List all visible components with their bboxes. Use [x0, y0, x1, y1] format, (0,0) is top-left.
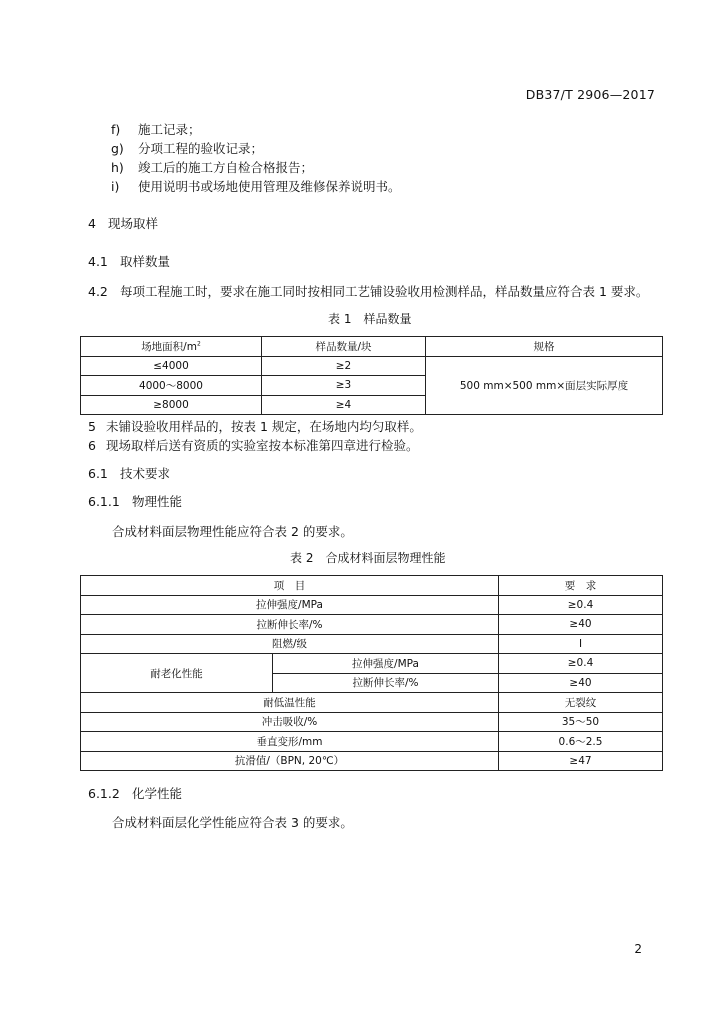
table-row — [81, 712, 663, 732]
table-row — [81, 634, 663, 654]
table-cell: ≥4 — [262, 395, 426, 415]
list-item — [111, 158, 313, 176]
table-cell: 耐低温性能 — [81, 693, 499, 713]
table-row — [81, 356, 663, 376]
section-title: 现场取样 — [108, 216, 159, 231]
section-number: 4 — [88, 216, 96, 231]
table-header-cell: 场地面积$/m^2$ — [81, 337, 262, 357]
table-cell: ≥0.4 — [499, 654, 663, 674]
table-1-caption: 表 1 样品数量 — [328, 312, 412, 326]
section-5-paragraph — [88, 417, 422, 435]
section-title: 取样数量 — [120, 254, 171, 269]
table-cell: 拉伸强度/MPa — [81, 595, 499, 615]
section-6-1-heading — [88, 464, 170, 482]
list-text: 分项工程的验收记录； — [138, 141, 264, 156]
section-text: 现场取样后送有资质的实验室按本标准第四章进行检验。 — [106, 438, 419, 453]
table-header-cell: 样品数量/块 — [262, 337, 426, 357]
list-marker: h) — [111, 160, 124, 175]
section-number: 6.1.1 — [88, 494, 120, 509]
table-cell: 抗滑值/（BPN, 20℃） — [81, 751, 499, 771]
table-row — [81, 751, 663, 771]
section-title: 物理性能 — [132, 494, 183, 509]
table-cell: 阻燃/级 — [81, 634, 499, 654]
list-marker: f) — [111, 122, 121, 137]
section-4-1-heading — [88, 252, 170, 270]
chemical-requirement-paragraph: 合成材料面层化学性能应符合表 3 的要求。 — [112, 815, 353, 830]
table-cell: ≥40 — [499, 673, 663, 693]
table-row — [81, 693, 663, 713]
list-marker: g) — [111, 141, 124, 156]
section-text: 每项工程施工时，要求在施工同时按相同工艺铺设验收用检测样品，样品数量应符合表 1 要求。 — [120, 284, 649, 299]
table-header-row — [81, 337, 663, 357]
section-number: 5 — [88, 419, 96, 434]
section-text: 未铺设验收用样品的，按表 1 规定，在场地内均匀取样。 — [106, 419, 422, 434]
list-marker: i) — [111, 179, 120, 194]
table-cell: 4000～8000 — [81, 376, 262, 396]
table-row — [81, 732, 663, 752]
section-number: 6 — [88, 438, 96, 453]
section-6-1-2-heading — [88, 784, 182, 802]
table-row — [81, 654, 663, 674]
table-cell: ≥0.4 — [499, 595, 663, 615]
section-4-2-paragraph — [88, 282, 648, 300]
table-header-row — [81, 576, 663, 596]
physical-requirement-paragraph: 合成材料面层物理性能应符合表 2 的要求。 — [112, 524, 353, 539]
section-number: 6.1.2 — [88, 786, 120, 801]
table-1 — [80, 336, 663, 415]
list-text: 使用说明书或场地使用管理及维修保养说明书。 — [138, 179, 401, 194]
page-number: 2 — [634, 942, 642, 956]
document-code: DB37/T 2906—2017 — [525, 87, 655, 102]
table-cell: ≤4000 — [81, 356, 262, 376]
table-cell: 拉伸强度/MPa — [273, 654, 499, 674]
section-6-1-1-heading — [88, 492, 182, 510]
section-title: 化学性能 — [132, 786, 183, 801]
list-item — [111, 177, 401, 195]
table-cell: 0.6～2.5 — [499, 732, 663, 752]
section-number: 4.1 — [88, 254, 108, 269]
table-header-cell: 规格 — [426, 337, 663, 357]
table-header-cell: 要 求 — [499, 576, 663, 596]
table-cell: ≥2 — [262, 356, 426, 376]
list-item — [111, 139, 263, 157]
table-cell: 垂直变形/mm — [81, 732, 499, 752]
table-cell: ≥3 — [262, 376, 426, 396]
table-row — [81, 615, 663, 635]
section-number: 6.1 — [88, 466, 108, 481]
table-row — [81, 595, 663, 615]
table-cell-spec: 500 mm×500 mm×面层实际厚度 — [426, 356, 663, 415]
table-cell: ≥8000 — [81, 395, 262, 415]
table-cell: ≥47 — [499, 751, 663, 771]
section-4-heading — [88, 214, 158, 232]
table-2 — [80, 575, 663, 771]
table-cell: 无裂纹 — [499, 693, 663, 713]
list-text: 竣工后的施工方自检合格报告； — [138, 160, 314, 175]
table-cell: 拉断伸长率/% — [81, 615, 499, 635]
section-number: 4.2 — [88, 284, 108, 299]
table-cell: 35～50 — [499, 712, 663, 732]
table-cell: ≥40 — [499, 615, 663, 635]
table-cell: 拉断伸长率/% — [273, 673, 499, 693]
table-cell: I — [499, 634, 663, 654]
section-6-paragraph — [88, 436, 419, 454]
table-2-caption: 表 2 合成材料面层物理性能 — [290, 551, 446, 565]
table-header-cell: 项 目 — [81, 576, 499, 596]
section-title: 技术要求 — [120, 466, 171, 481]
table-cell-group: 耐老化性能 — [81, 654, 273, 693]
list-item — [111, 120, 201, 138]
table-cell: 冲击吸收/% — [81, 712, 499, 732]
list-text: 施工记录； — [138, 122, 201, 137]
